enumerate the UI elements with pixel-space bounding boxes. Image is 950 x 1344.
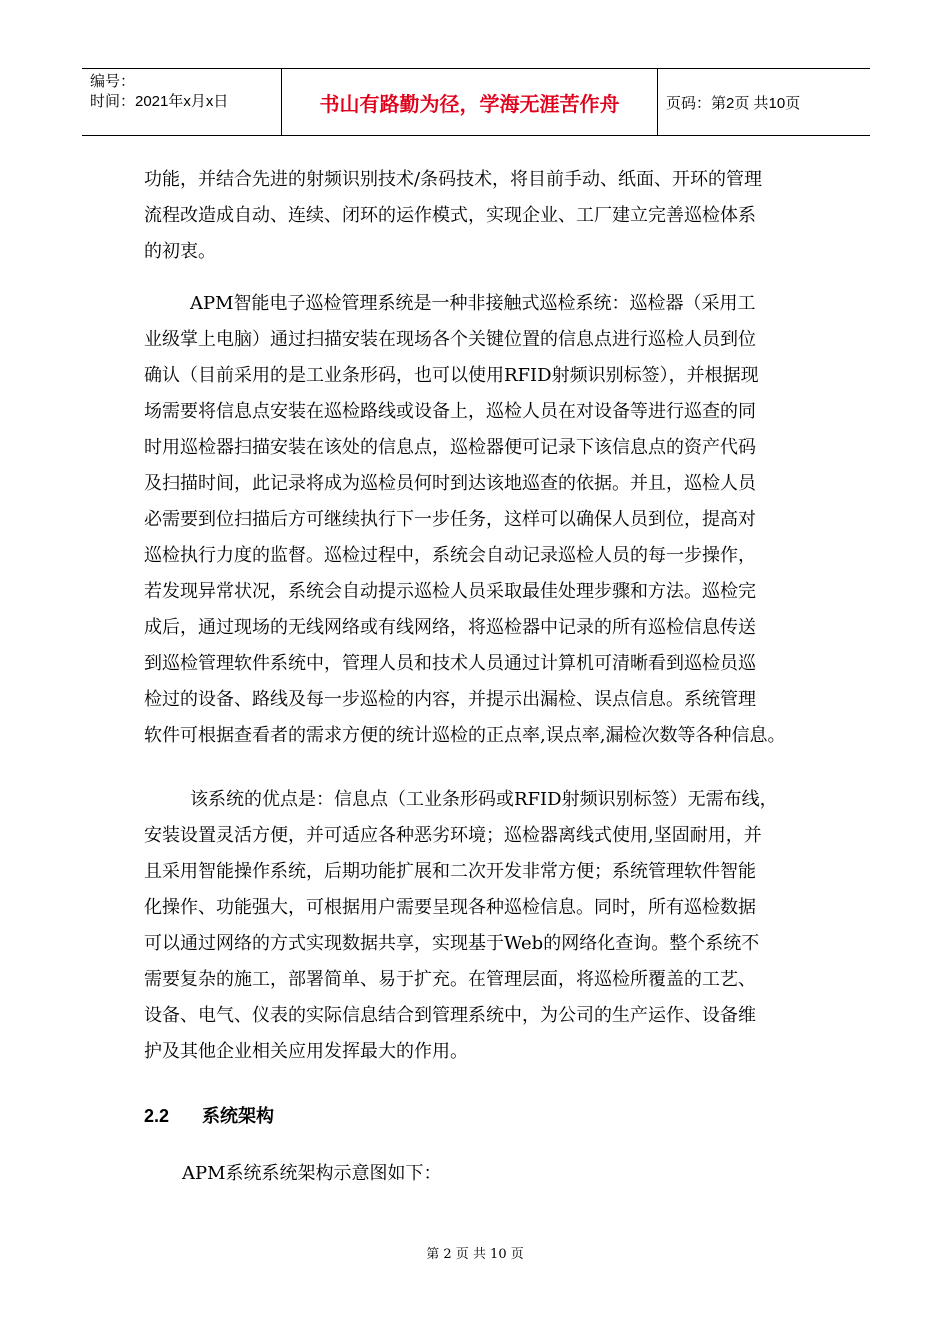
paragraph-line: 化操作、功能强大，可根据用户需要呈现各种巡检信息。同时，所有巡检数据 [144,897,756,918]
doc-number-label: 编号： [90,73,136,90]
paragraph-line: 安装设置灵活方便，并可适应各种恶劣环境；巡检器离线式使用,坚固耐用，并 [144,825,762,846]
paragraph-line: APM智能电子巡检管理系统是一种非接触式巡检系统：巡检器（采用工 [190,293,756,314]
intro-line: APM系统系统架构示意图如下： [182,1163,442,1184]
section-heading [144,1104,274,1128]
paragraph-line: 设备、电气、仪表的实际信息结合到管理系统中，为公司的生产运作、设备维 [144,1005,756,1026]
paragraph-line: 护及其他企业相关应用发挥最大的作用。 [144,1041,468,1062]
paragraph-line: 成后，通过现场的无线网络或有线网络，将巡检器中记录的所有巡检信息传送 [144,617,756,638]
header-table [82,68,870,136]
header-left-cell [82,69,282,135]
paragraph-line: 功能，并结合先进的射频识别技术/条码技术，将目前手动、纸面、开环的管理 [144,169,763,190]
section-number: 2.2 [144,1106,170,1126]
motto-text: 书山有路勤为径，学海无涯苦作舟 [319,92,620,116]
paragraph-line: 若发现异常状况，系统会自动提示巡检人员采取最佳处理步骤和方法。巡检完 [144,581,756,602]
paragraph-line: 确认（目前采用的是工业条形码，也可以使用RFID射频识别标签），并根据现 [144,365,759,386]
paragraph-line: 场需要将信息点安装在巡检路线或设备上，巡检人员在对设备等进行巡查的同 [144,401,756,422]
paragraph-line: 业级掌上电脑）通过扫描安装在现场各个关键位置的信息点进行巡检人员到位 [144,329,756,350]
header-motto-cell [282,69,658,135]
paragraph-line: 巡检执行力度的监督。巡检过程中，系统会自动记录巡检人员的每一步操作， [144,545,756,566]
paragraph-line: 流程改造成自动、连续、闭环的运作模式，实现企业、工厂建立完善巡检体系 [144,205,756,226]
page-footer: 第 2 页 共 10 页 [426,1247,524,1262]
date-label: 时间：2021年x月x日 [90,93,229,110]
paragraph-line: 必需要到位扫描后方可继续执行下一步任务，这样可以确保人员到位，提高对 [144,509,756,530]
paragraph-line: 需要复杂的施工，部署简单、易于扩充。在管理层面，将巡检所覆盖的工艺、 [144,969,756,990]
paragraph-line: 该系统的优点是：信息点（工业条形码或RFID射频识别标签）无需布线， [190,789,778,810]
paragraph-line: 到巡检管理软件系统中，管理人员和技术人员通过计算机可清晰看到巡检员巡 [144,653,756,674]
paragraph-line: 的初衷。 [144,241,216,262]
paragraph-line: 且采用智能操作系统，后期功能扩展和二次开发非常方便；系统管理软件智能 [144,861,756,882]
paragraph-line: 检过的设备、路线及每一步巡检的内容，并提示出漏检、误点信息。系统管理 [144,689,756,710]
paragraph-line: 时用巡检器扫描安装在该处的信息点，巡检器便可记录下该信息点的资产代码 [144,437,756,458]
paragraph-line: 及扫描时间，此记录将成为巡检员何时到达该地巡查的依据。并且，巡检人员 [144,473,756,494]
paragraph-line: 可以通过网络的方式实现数据共享，实现基于Web的网络化查询。整个系统不 [144,933,760,954]
page-info: 页码：第2页 共10页 [666,95,801,112]
header-right-cell [658,69,870,135]
section-title: 系统架构 [202,1106,274,1126]
paragraph-line: 软件可根据查看者的需求方便的统计巡检的正点率,误点率,漏检次数等各种信息。 [144,725,786,746]
